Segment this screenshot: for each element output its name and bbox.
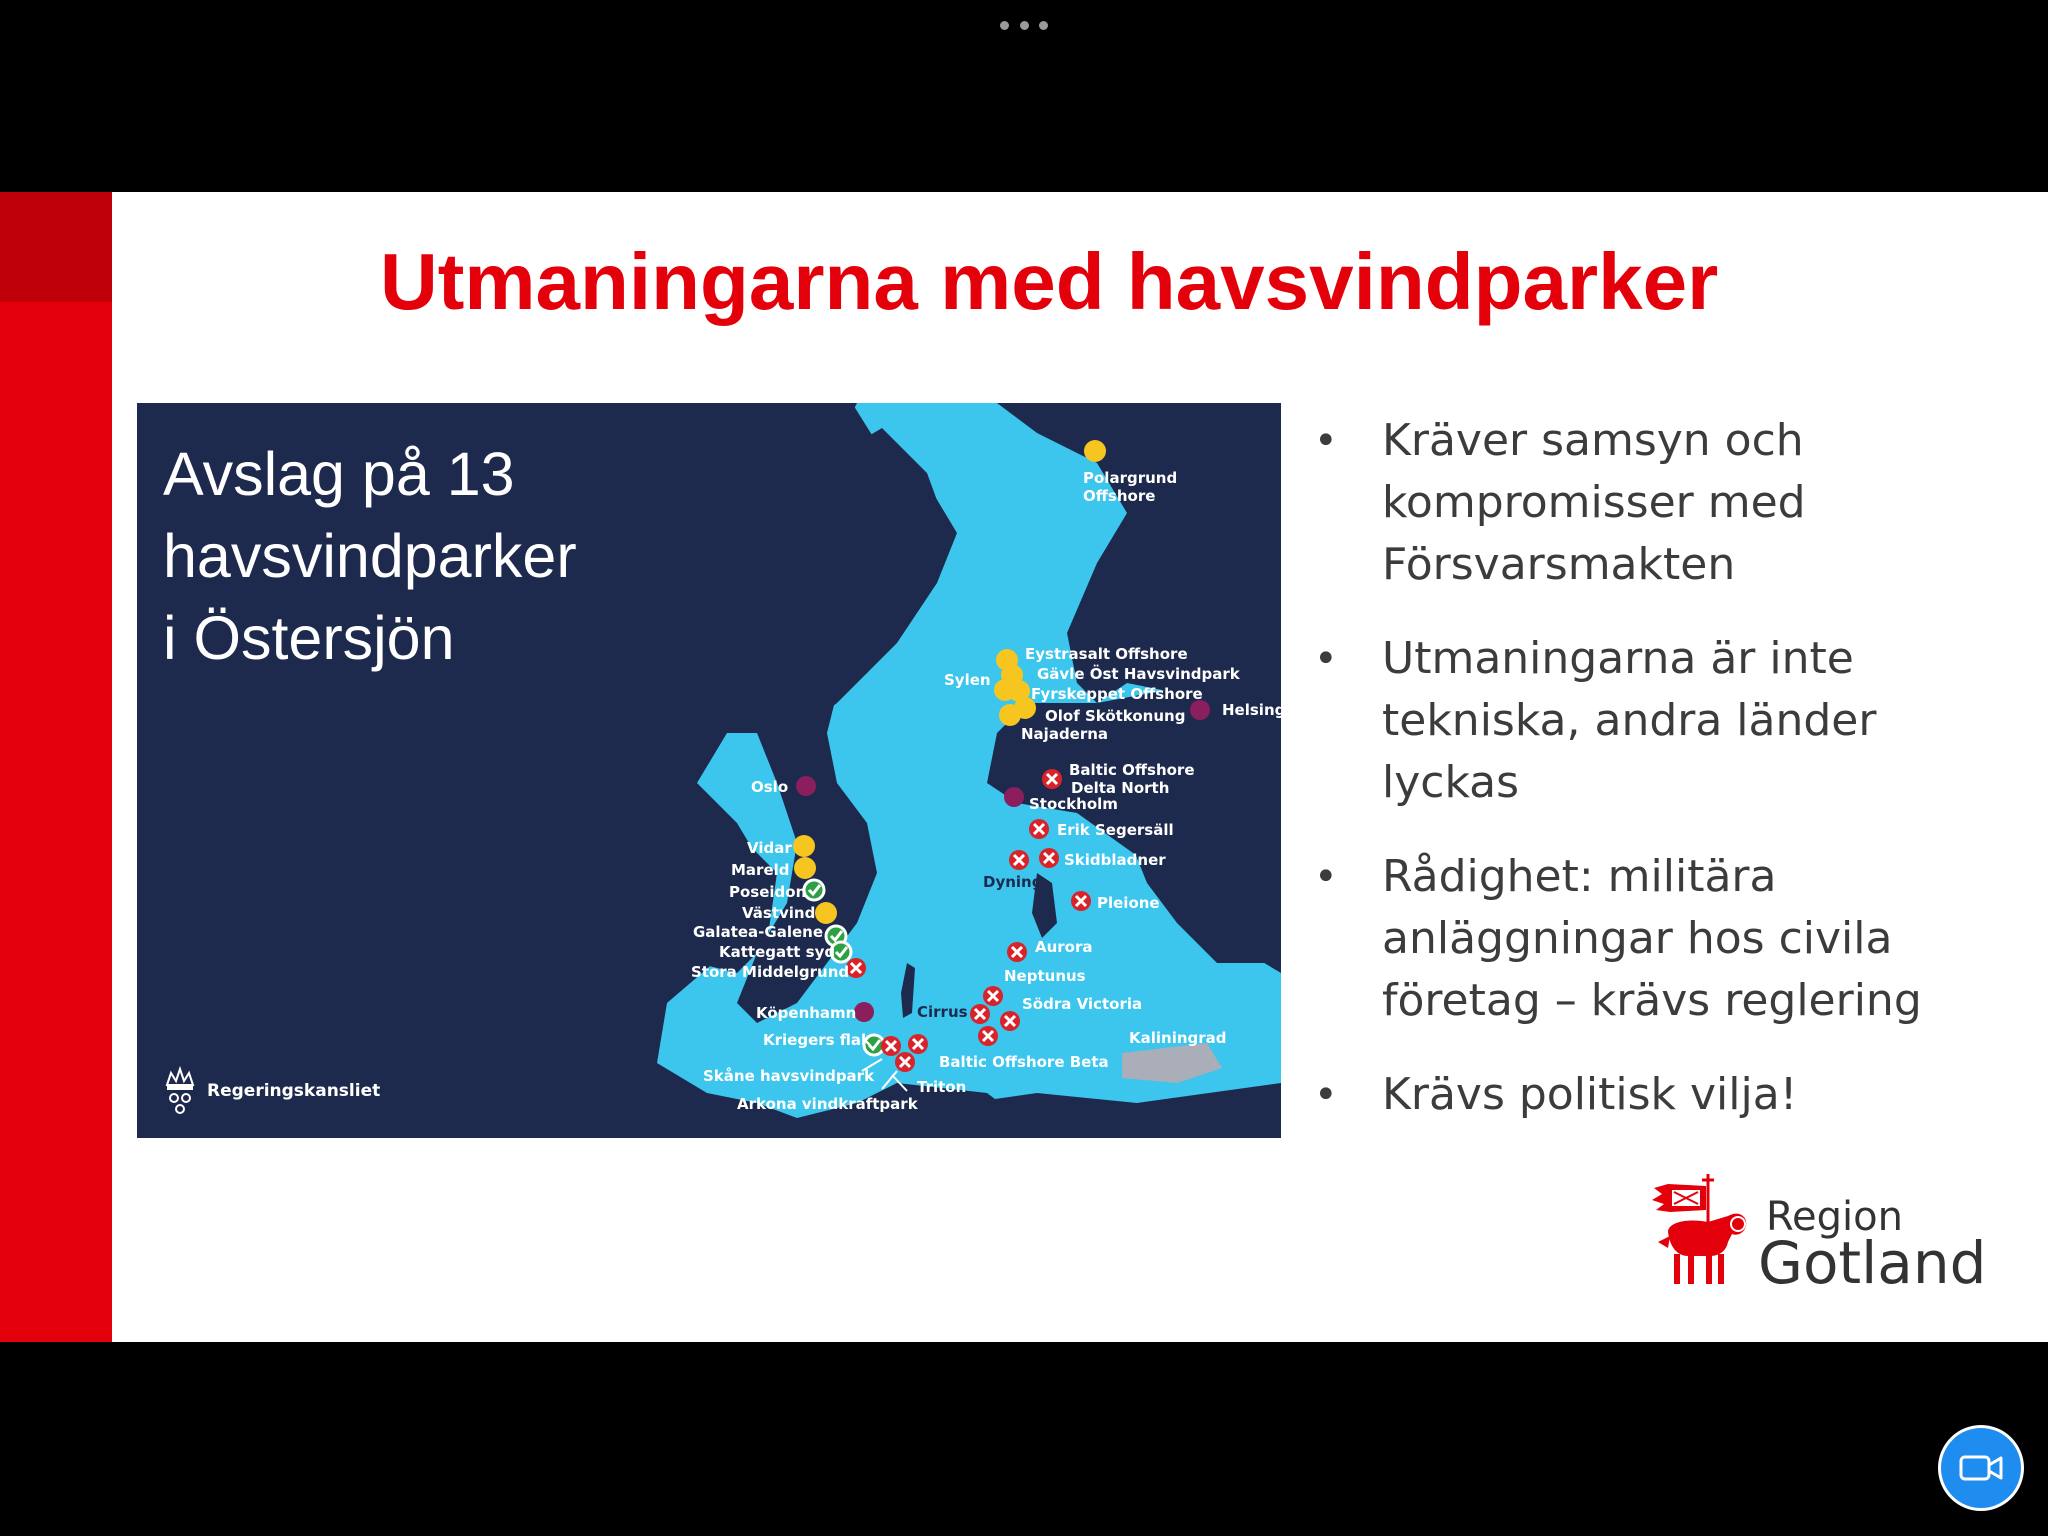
label-fyrskeppet: Fyrskeppet Offshore (1031, 685, 1203, 703)
label-skidbladner: Skidbladner (1064, 851, 1166, 869)
bullet-item-2 (1310, 628, 2030, 814)
label-poseidon: Poseidon (729, 883, 807, 901)
label-skane-havsvindpark: Skåne havsvindpark (703, 1067, 875, 1085)
bullet-symbol: • (1314, 854, 1338, 900)
label-olof: Olof Skötkonung (1045, 707, 1186, 725)
label-oslo: Oslo (751, 778, 789, 796)
bullet-2-line-2: tekniska, andra länder (1382, 695, 1877, 746)
label-polargrund-2: Offshore (1083, 487, 1156, 505)
map-heading-line-2: havsvindparker (163, 522, 577, 590)
more-options-icon[interactable] (1000, 18, 1048, 32)
label-stockholm: Stockholm (1029, 795, 1118, 813)
label-arkona: Arkona vindkraftpark (737, 1095, 918, 1113)
label-vastvind: Västvind (742, 904, 816, 922)
slide-red-sidebar-top (0, 192, 112, 302)
video-camera-button[interactable] (1938, 1425, 2024, 1511)
bullet-3-line-3: företag – krävs reglering (1382, 975, 1922, 1026)
slide-red-sidebar (0, 192, 112, 1342)
presentation-slide (0, 192, 2048, 1342)
label-baltic-offshore: Baltic Offshore (1069, 761, 1195, 779)
bullet-3-line-2: anläggningar hos civila (1382, 913, 1893, 964)
bullet-item-3 (1310, 846, 2030, 1032)
bullet-symbol: • (1314, 1072, 1338, 1118)
bullet-3-line-1: Rådighet: militära (1382, 851, 1777, 902)
label-baltic-offshore-beta: Baltic Offshore Beta (939, 1053, 1109, 1071)
bullet-2-line-1: Utmaningarna är inte (1382, 633, 1854, 684)
map-heading-line-1: Avslag på 13 (163, 440, 515, 508)
logo-text-gotland: Gotland (1758, 1229, 1987, 1297)
label-delta-north: Delta North (1071, 779, 1170, 797)
label-vidar: Vidar (747, 839, 792, 857)
label-aurora: Aurora (1035, 938, 1093, 956)
bullet-1-line-1: Kräver samsyn och (1382, 415, 1804, 466)
crown-icon (163, 1065, 197, 1117)
bullet-symbol: • (1314, 636, 1338, 682)
label-helsingfors: Helsingf (1222, 701, 1292, 719)
logo-text-region: Region (1766, 1194, 1903, 1240)
bullet-item-4 (1310, 1064, 2030, 1126)
map-heading-line-3: i Östersjön (163, 604, 455, 672)
label-cirrus: Cirrus (917, 1003, 968, 1021)
bullet-1-line-2: kompromisser med (1382, 477, 1806, 528)
label-pleione: Pleione (1097, 894, 1160, 912)
label-kriegers-flak: Kriegers flak (763, 1031, 872, 1049)
video-camera-icon (1959, 1453, 2003, 1483)
lamb-flag-icon (1648, 1172, 1758, 1297)
label-galatea-galene: Galatea-Galene (693, 923, 823, 941)
map-heading (163, 433, 723, 679)
slide-title: Utmaningarna med havsvindparker (380, 237, 1719, 326)
label-stora-middelgrund: Stora Middelgrund (691, 963, 850, 981)
bullet-1-line-3: Försvarsmakten (1382, 539, 1736, 590)
label-kattegatt-syd: Kattegatt syd (719, 943, 836, 961)
regeringskansliet-text: Regeringskansliet (207, 1081, 381, 1101)
map-image (137, 403, 1292, 1138)
label-kaliningrad: Kaliningrad (1129, 1029, 1227, 1047)
region-gotland-logo (1648, 1172, 1987, 1302)
label-kopenhamn: Köpenhamn (756, 1004, 857, 1022)
label-dyning: Dyning (983, 873, 1043, 891)
bullet-list (1310, 410, 2030, 1158)
bullet-symbol: • (1314, 418, 1338, 464)
label-mareld: Mareld (731, 861, 790, 879)
label-eystrasalt: Eystrasalt Offshore (1025, 645, 1188, 663)
bullet-4-line-1: Krävs politisk vilja! (1382, 1069, 1798, 1120)
label-erik-segersall: Erik Segersäll (1057, 821, 1174, 839)
label-najaderna: Najaderna (1021, 725, 1109, 743)
bullet-2-line-3: lyckas (1382, 757, 1520, 808)
bullet-item-1 (1310, 410, 2030, 596)
regeringskansliet-logo (163, 1065, 380, 1117)
label-neptunus: Neptunus (1004, 967, 1086, 985)
label-gavle: Gävle Öst Havsvindpark (1037, 665, 1240, 683)
label-polargrund-1: Polargrund (1083, 469, 1178, 487)
label-sodra-victoria: Södra Victoria (1022, 995, 1143, 1013)
label-triton: Triton (917, 1078, 967, 1096)
label-sylen: Sylen (944, 671, 991, 689)
